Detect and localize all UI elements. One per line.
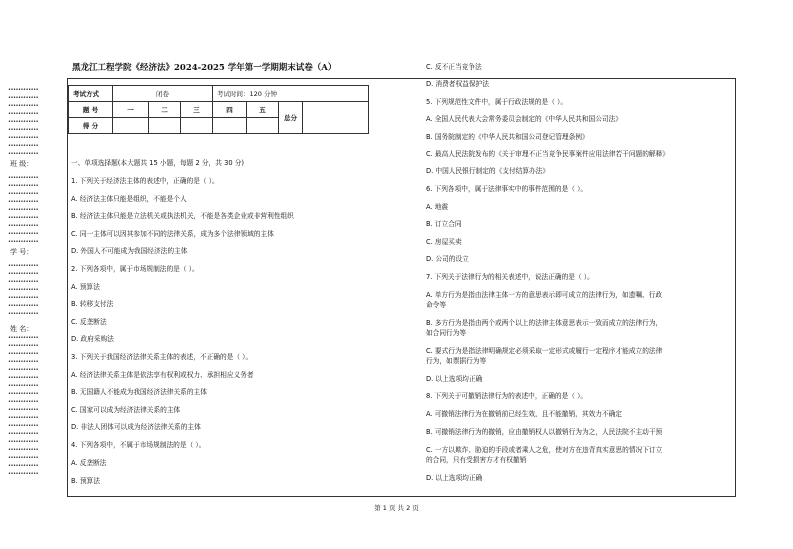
col-5: 五 bbox=[247, 102, 279, 118]
question-line: 8. 下列关于可撤销法律行为的表述中，正确的是（ ）。 bbox=[426, 392, 588, 400]
question-line: C. 反不正当竞争法 bbox=[426, 63, 482, 71]
question-line: A. 地震 bbox=[426, 203, 449, 211]
question-line: D. 以上选项均正确 bbox=[426, 474, 483, 482]
question-line: D. 政府采购法 bbox=[71, 335, 114, 343]
class-label: 班 级： bbox=[10, 160, 34, 168]
question-line: 7. 下列关于法律行为的相关表述中，说法正确的是（ ）。 bbox=[426, 273, 594, 281]
question-line: A. 单方行为是指由法律主体一方的意思表示即可成立的法律行为，如遗嘱、行政 bbox=[426, 291, 663, 299]
exam-mode-value: 闭卷 bbox=[113, 86, 213, 102]
question-line: A. 反垄断法 bbox=[71, 459, 107, 467]
student-id-label: 学 号： bbox=[10, 248, 34, 256]
exam-title: 黑龙江工程学院《经济法》2024-2025 学年第一学期期末试卷（A） bbox=[72, 63, 337, 73]
question-line: C. 反垄断法 bbox=[71, 318, 107, 326]
question-line: B. 转移支付法 bbox=[71, 300, 114, 308]
col-1: 一 bbox=[113, 102, 149, 118]
question-line: A. 经济法律关系主体是依法享有权利或权力、承担相应义务者 bbox=[71, 371, 254, 379]
question-line: A. 经济法主体只能是组织，不能是个人 bbox=[71, 195, 187, 203]
question-line: B. 多方行为是指由两个或两个以上的法律主体意思表示一致而成立的法律行为， bbox=[426, 319, 663, 327]
question-line: 行为，如票据行为等 bbox=[426, 357, 487, 365]
question-no-label: 题 号 bbox=[69, 102, 113, 118]
question-line: D. 外国人不可能成为我国经济法的主体 bbox=[71, 247, 188, 255]
question-line: D. 公司的设立 bbox=[426, 255, 469, 263]
question-line: A. 可撤销法律行为在撤销前已经生效，且不能撤销，其效力不确定 bbox=[426, 410, 622, 418]
question-line: C. 最高人民法院发布的《关于审理不正当竞争民事案件应用法律若干问题的解释》 bbox=[426, 150, 669, 158]
question-line: B. 经济法主体只能是立法机关或执法机关，不能是各类企业或非营利性组织 bbox=[71, 212, 294, 220]
exam-time: 考试时间：120 分钟 bbox=[213, 86, 369, 102]
score-cell-2[interactable] bbox=[149, 118, 181, 134]
question-line: B. 无国籍人不能成为我国经济法律关系的主体 bbox=[71, 388, 207, 396]
question-line: 命令等 bbox=[426, 301, 447, 309]
question-line: C. 国家可以成为经济法律关系的主体 bbox=[71, 406, 181, 414]
question-line: A. 全国人民代表大会常务委员会制定的《中华人民共和国公司法》 bbox=[426, 115, 622, 123]
question-line: C. 要式行为是指法律明确规定必须采取一定形式或履行一定程序才能成立的法律 bbox=[426, 347, 663, 355]
score-cell-5[interactable] bbox=[247, 118, 279, 134]
exam-mode-label: 考试方式 bbox=[69, 86, 113, 102]
question-line: 1. 下列关于经济法主体的表述中，正确的是（ ）。 bbox=[71, 177, 219, 185]
question-line: 5. 下列规范性文件中，属于行政法规的是（ ）。 bbox=[426, 98, 568, 106]
score-cell-3[interactable] bbox=[181, 118, 213, 134]
total-score-cell[interactable] bbox=[303, 102, 369, 134]
question-line: 2. 下列各项中，属于市场规制法的是（ ）。 bbox=[71, 265, 199, 273]
question-line: D. 消费者权益保护法 bbox=[426, 80, 489, 88]
question-line: C. 同一主体可以因其参加不同的法律关系，成为多个法律领域的主体 bbox=[71, 230, 274, 238]
question-line: B. 可撤销法律行为的撤销，应由撤销权人以撤销行为为之，人民法院不主动干预 bbox=[426, 428, 663, 436]
score-table bbox=[68, 85, 369, 134]
score-label: 得 分 bbox=[69, 118, 113, 134]
question-line: D. 以上选项均正确 bbox=[426, 375, 483, 383]
score-cell-1[interactable] bbox=[113, 118, 149, 134]
question-line: 的合同，只有受损害方才有权撤销 bbox=[426, 456, 527, 464]
question-line: 如合同行为等 bbox=[426, 329, 467, 337]
question-line: 6. 下列各项中，属于法律事实中的事件范围的是（ ）。 bbox=[426, 185, 588, 193]
total-label: 总分 bbox=[279, 102, 303, 134]
col-4: 四 bbox=[213, 102, 247, 118]
question-line: C. 一方以欺诈、胁迫的手段或者乘人之危，使对方在违背真实意思的情况下订立 bbox=[426, 446, 663, 454]
col-2: 二 bbox=[149, 102, 181, 118]
binding-dots: •••••••••••• •••••••••••• •••••••••••• •••••••••••• •••••••••••• •••••••••••• •••••••••••• •••••••••••• •••••••••••• •••••••••••• •••••••••••• •••••••••••• •••••••••••• •••••••••••• •••••••••••• •••••••••••• •••••••••••• •••••••••••• •••••••••••• •••••••••••• •••••••••••• •••••••••••• •••••••••••• •••••••••••• •••••••••••• •••••••••••• •••••••••••• •••••••••••• •••••••••••• •••••••••••• •••••••••••• •••••••••••• •••••••••••• •••••••••••• •••••••••••• •••••••••••• •••••••••••• •••••••••••• •••••••••••• •••••••••••• •••••••••••• •••••••••••• •••••••••••• bbox=[8, 87, 39, 477]
question-line: B. 国务院制定的《中华人民共和国公司登记管理条例》 bbox=[426, 133, 589, 141]
score-cell-4[interactable] bbox=[213, 118, 247, 134]
question-line: C. 房屋买卖 bbox=[426, 238, 462, 246]
binding-margin bbox=[8, 86, 60, 516]
question-line: B. 预算法 bbox=[71, 477, 100, 485]
col-3: 三 bbox=[181, 102, 213, 118]
question-line: D. 非法人团体可以成为经济法律关系的主体 bbox=[71, 423, 201, 431]
question-line: 4. 下列各项中，不属于市场规制法的是（ ）。 bbox=[71, 441, 206, 449]
page-footer: 第 1 页 共 2 页 bbox=[374, 504, 419, 512]
question-line: 3. 下列关于我国经济法律关系主体的表述，不正确的是（ ）。 bbox=[71, 353, 253, 361]
question-line: A. 预算法 bbox=[71, 283, 100, 291]
section-heading: 一、单项选择题(本大题共 15 小题，每题 2 分，共 30 分) bbox=[71, 159, 244, 167]
name-label: 姓 名： bbox=[10, 325, 34, 333]
question-line: D. 中国人民银行制定的《支付结算办法》 bbox=[426, 167, 550, 175]
question-line: B. 订立合同 bbox=[426, 220, 462, 228]
